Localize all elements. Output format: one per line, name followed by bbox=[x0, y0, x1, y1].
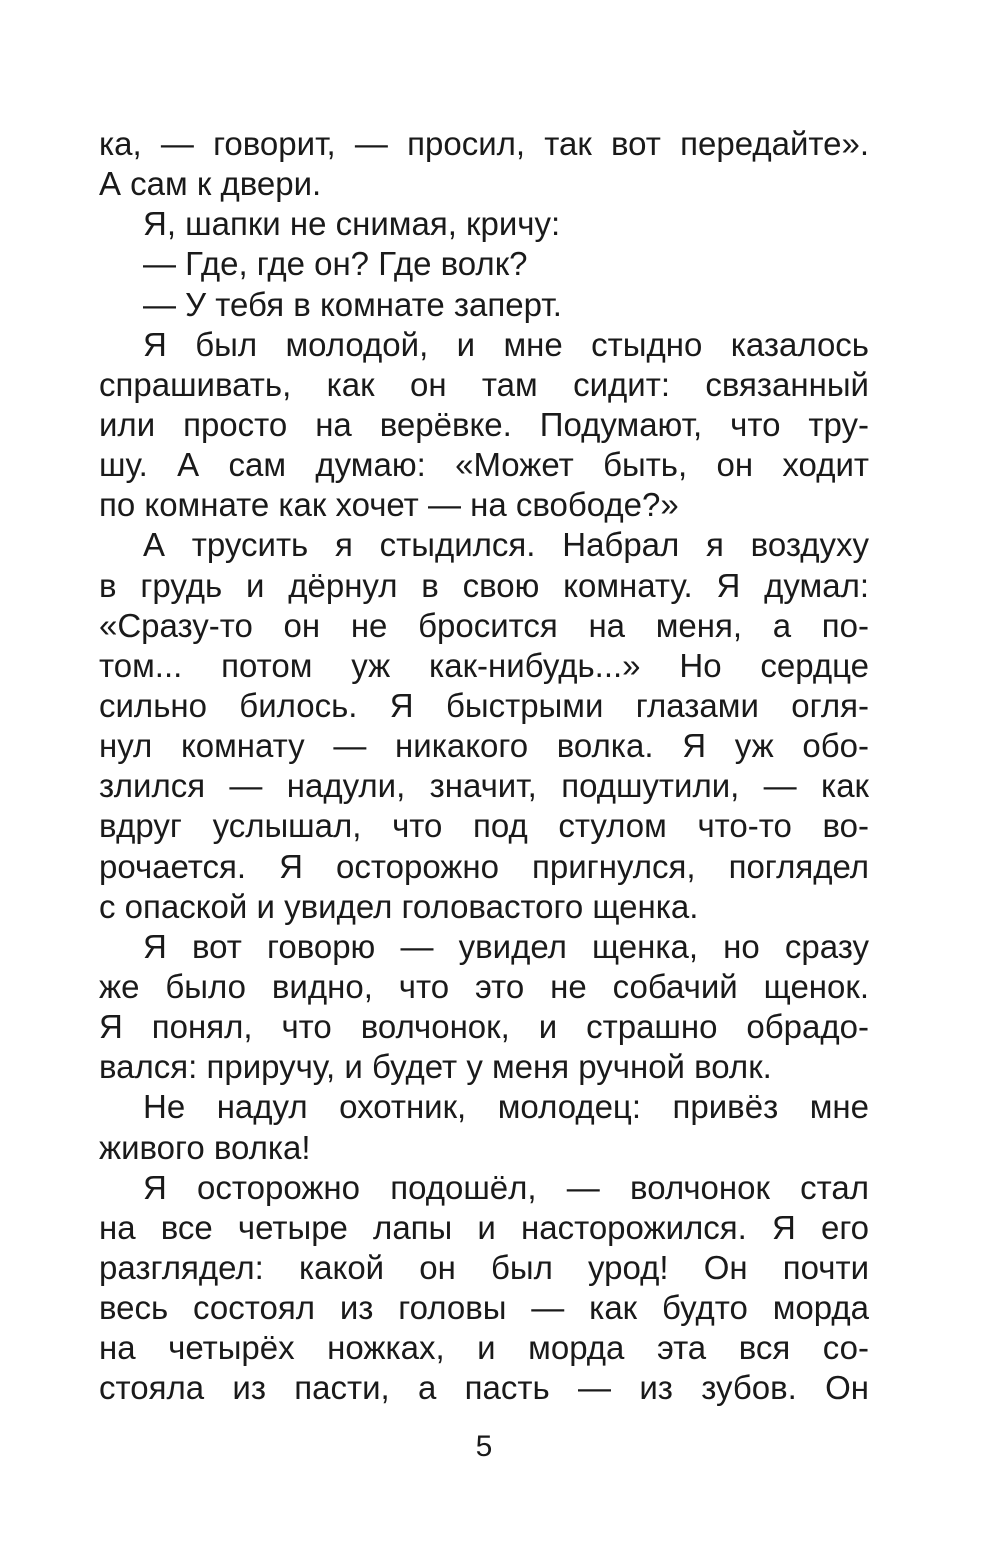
text-line: в грудь и дёрнул в свою комнату. Я думал: bbox=[99, 566, 869, 604]
text-line: рочается. Я осторожно пригнулся, поглядел bbox=[99, 847, 869, 885]
text-line: Я осторожно подошёл, — волчонок стал bbox=[143, 1168, 869, 1206]
text-line: — Где, где он? Где волк? bbox=[143, 245, 528, 283]
text-line: — У тебя в комнате заперт. bbox=[143, 285, 562, 323]
text-line: стояла из пасти, а пасть — из зубов. Он bbox=[99, 1369, 869, 1407]
text-line: ка, — говорит, — просил, так вот передайте». bbox=[99, 125, 869, 162]
text-line: на все четыре лапы и насторожился. Я его bbox=[99, 1208, 869, 1246]
text-line: злился — надули, значит, подшутили, — как bbox=[99, 767, 869, 805]
text-line: на четырёх ножках, и морда эта вся со- bbox=[99, 1329, 869, 1367]
text-line: Я, шапки не снимая, кричу: bbox=[143, 205, 561, 243]
text-line: разглядел: какой он был урод! Он почти bbox=[99, 1248, 869, 1286]
text-line: «Сразу-то он не бросится на меня, а по- bbox=[99, 606, 869, 644]
text-line: том... потом уж как-нибудь...» Но сердце bbox=[99, 646, 869, 684]
text-line: по комнате как хочет — на свободе?» bbox=[99, 486, 679, 524]
text-line: сильно билось. Я быстрыми глазами огля- bbox=[99, 686, 869, 724]
text-line: А сам к двери. bbox=[99, 165, 322, 203]
text-line: Не надул охотник, молодец: привёз мне bbox=[143, 1088, 869, 1126]
text-line: вдруг услышал, что под стулом что-то во- bbox=[99, 807, 869, 845]
text-line: шу. А сам думаю: «Может быть, он ходит bbox=[99, 446, 869, 484]
text-line: спрашивать, как он там сидит: связанный bbox=[99, 365, 869, 403]
text-line: Я вот говорю — увидел щенка, но сразу bbox=[143, 927, 869, 965]
text-line: весь состоял из головы — как будто морда bbox=[99, 1289, 869, 1327]
text-line: же было видно, что это не собачий щенок. bbox=[99, 967, 869, 1005]
text-line: Я был молодой, и мне стыдно казалось bbox=[143, 325, 869, 363]
text-line: с опаской и увидел головастого щенка. bbox=[99, 887, 699, 925]
body-text bbox=[99, 124, 869, 1409]
text-line: А трусить я стыдился. Набрал я воздуху bbox=[143, 526, 869, 564]
text-line: нул комнату — никакого волка. Я уж обо- bbox=[99, 727, 869, 765]
page-number: 5 bbox=[475, 1430, 493, 1463]
text-line: вался: приручу, и будет у меня ручной волк. bbox=[99, 1048, 772, 1086]
text-line: живого волка! bbox=[99, 1128, 311, 1166]
text-line: Я понял, что волчонок, и страшно обрадо- bbox=[99, 1008, 869, 1046]
text-line: или просто на верёвке. Подумают, что тру- bbox=[99, 405, 869, 443]
